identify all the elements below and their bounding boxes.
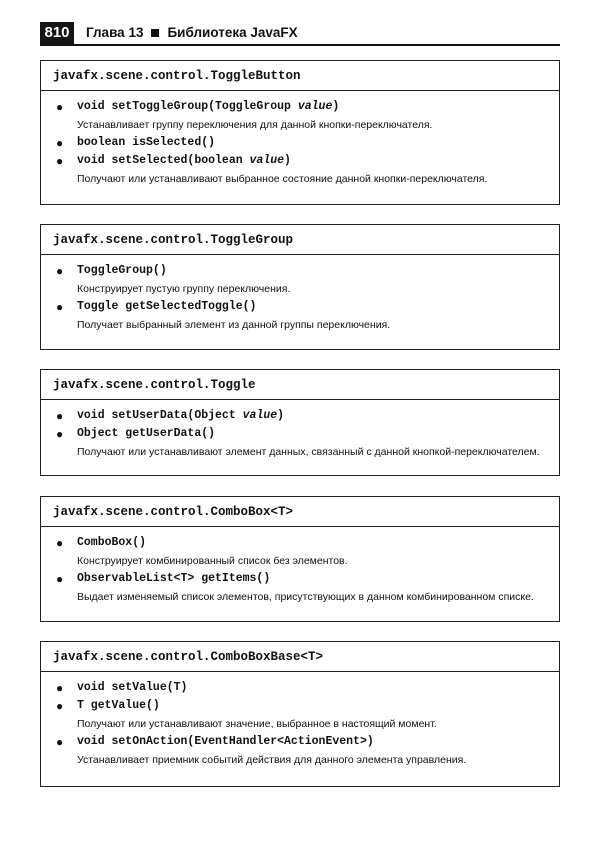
bullet-icon: ● [56, 536, 64, 550]
api-box-combobox [40, 496, 560, 622]
api-method [41, 733, 559, 769]
bullet-icon: ● [56, 100, 64, 114]
method-signature: Object getUserData() [77, 427, 216, 440]
method-signature: void setOnAction(EventHandler<ActionEvent>) [77, 735, 374, 748]
bullet-icon: ● [56, 409, 64, 423]
api-method [41, 134, 559, 152]
method-description: Устанавливает группу переключения для данной кнопки-переключателя. [77, 119, 433, 131]
api-box-togglebutton [40, 60, 560, 205]
api-method [41, 262, 559, 298]
bullet-icon: ● [56, 427, 64, 441]
api-method [41, 407, 559, 425]
method-signature: void setUserData(Object value) [77, 409, 285, 422]
api-method [41, 98, 559, 134]
page-number: 810 [40, 22, 74, 44]
api-box-title: javafx.scene.control.ComboBox<T> [41, 497, 559, 527]
method-signature: ComboBox() [77, 536, 147, 549]
bullet-icon: ● [56, 136, 64, 150]
api-box-comboboxbase [40, 641, 560, 787]
api-method [41, 152, 559, 188]
api-box-title: javafx.scene.control.ToggleButton [41, 61, 559, 91]
method-signature: Toggle getSelectedToggle() [77, 300, 257, 313]
running-head [86, 22, 298, 44]
header-rule [40, 44, 560, 46]
chapter-label: Глава 13 [86, 25, 144, 40]
method-signature: boolean isSelected() [77, 136, 216, 149]
method-signature: void setToggleGroup(ToggleGroup value) [77, 100, 340, 113]
method-description: Получают или устанавливают значение, выбранное в настоящий момент. [77, 718, 437, 730]
method-description: Конструирует пустую группу переключения. [77, 283, 291, 295]
method-signature: void setSelected(boolean value) [77, 154, 291, 167]
method-description: Выдает изменяемый список элементов, присутствующих в данном комбинированном списке. [77, 591, 534, 603]
api-method [41, 697, 559, 733]
bullet-icon: ● [56, 572, 64, 586]
method-description: Получают или устанавливают элемент данных, связанный с данной кнопкой-переключателем. [77, 446, 540, 458]
bullet-icon: ● [56, 735, 64, 749]
method-description: Конструирует комбинированный список без элементов. [77, 555, 348, 567]
api-method [41, 570, 559, 606]
api-method [41, 298, 559, 334]
method-description: Получают или устанавливают выбранное состояние данной кнопки-переключателя. [77, 173, 488, 185]
bullet-icon: ● [56, 300, 64, 314]
bullet-icon: ● [56, 154, 64, 168]
method-signature: ToggleGroup() [77, 264, 167, 277]
api-box-toggle [40, 369, 560, 476]
bullet-icon: ● [56, 681, 64, 695]
method-signature: T getValue() [77, 699, 160, 712]
method-description: Получает выбранный элемент из данной группы переключения. [77, 319, 391, 331]
api-method [41, 679, 559, 697]
bullet-icon: ● [56, 699, 64, 713]
page-header [40, 22, 560, 44]
section-label: Библиотека JavaFX [167, 25, 298, 40]
square-bullet-icon [151, 29, 159, 37]
api-box-title: javafx.scene.control.ToggleGroup [41, 225, 559, 255]
api-box-togglegroup [40, 224, 560, 350]
api-method [41, 425, 559, 461]
api-method [41, 534, 559, 570]
api-box-title: javafx.scene.control.Toggle [41, 370, 559, 400]
method-signature: void setValue(T) [77, 681, 188, 694]
bullet-icon: ● [56, 264, 64, 278]
method-signature: ObservableList<T> getItems() [77, 572, 271, 585]
method-description: Устанавливает приемник событий действия для данного элемента управления. [77, 754, 467, 766]
api-box-title: javafx.scene.control.ComboBoxBase<T> [41, 642, 559, 672]
